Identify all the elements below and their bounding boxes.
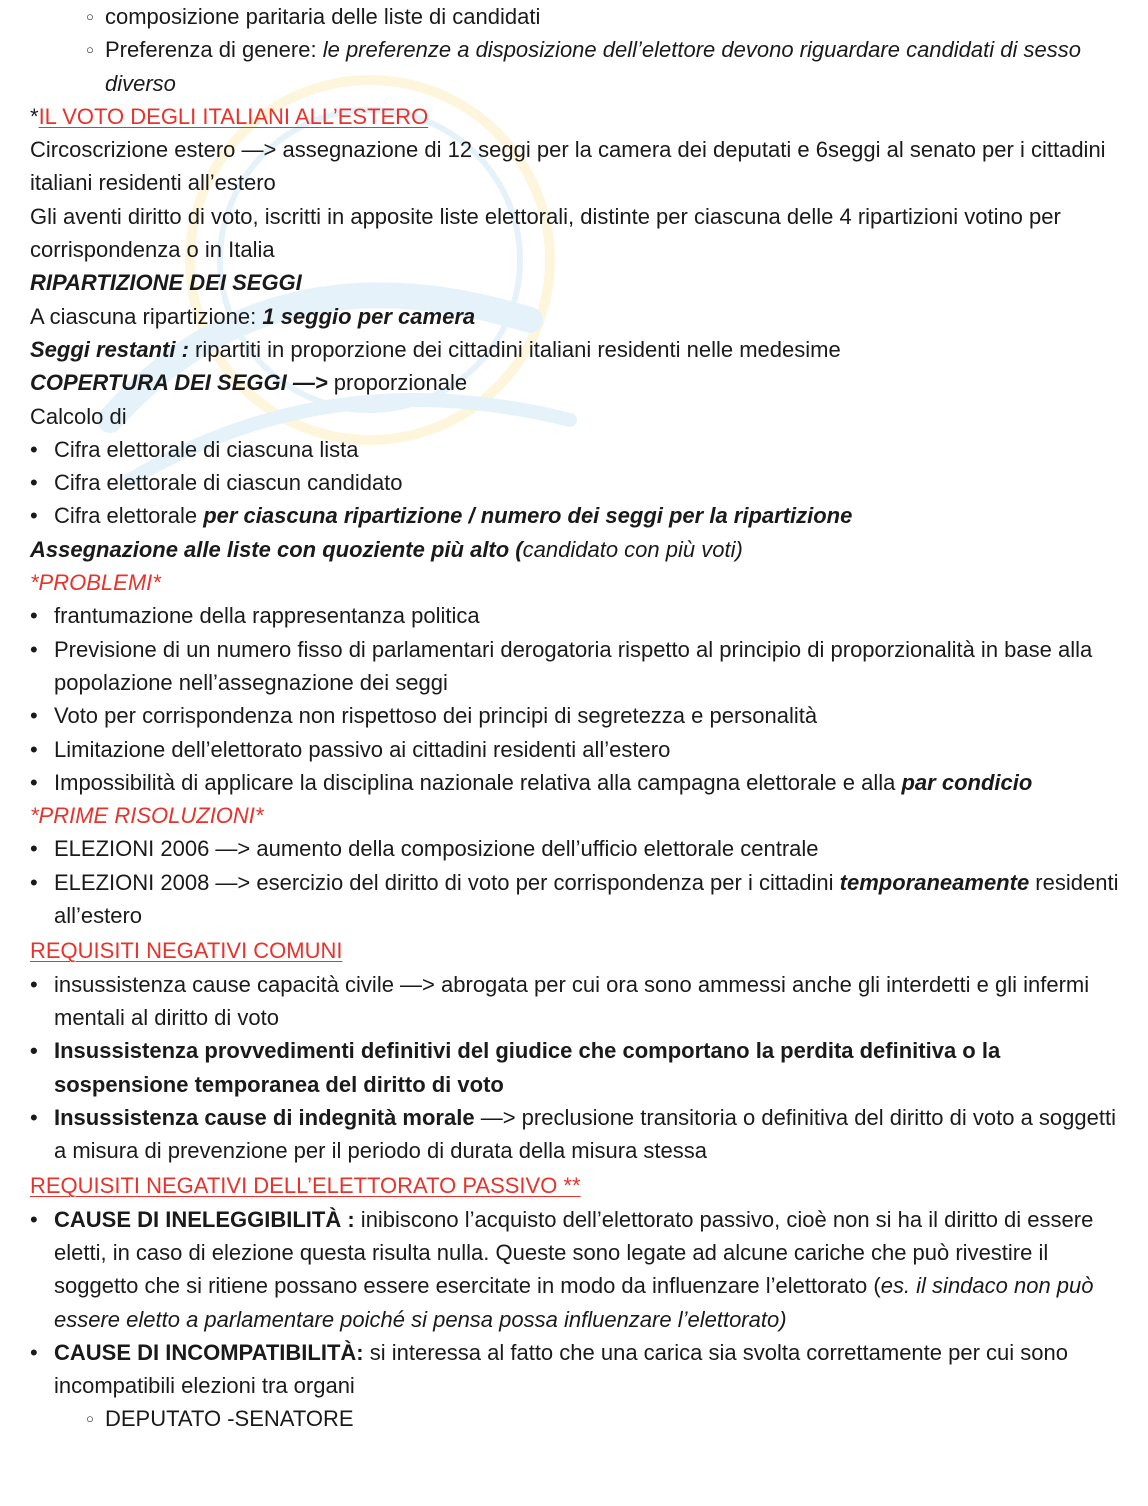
requisiti-comuni-list (30, 968, 1130, 1168)
incompatibilita-sublist (30, 1402, 1130, 1435)
list-item: • CAUSE DI INELEGGIBILITÀ : inibiscono l’acquisto dell’elettorato passivo, cioè non si ha il diritto di essere eletti, in caso di elezione questa risulta nulla. Queste sono legate ad alcune cariche che può rivestire il soggetto che si ritiene possano essere esercitate in modo da influenzare l’elettorato (es. il sindaco non può essere eletto a parlamentare poiché si pensa possa influenzare l’elettorato) (30, 1203, 1130, 1336)
list-item: • Previsione di un numero fisso di parlamentari derogatoria rispetto al principio di proporzionalità in base alla popolazione nell’assegnazione dei seggi (30, 633, 1130, 700)
list-item: ○ composizione paritaria delle liste di candidati (86, 0, 1130, 33)
list-item: • Limitazione dell’elettorato passivo ai cittadini residenti all’estero (30, 733, 1130, 766)
list-item: • Voto per corrispondenza non rispettoso dei principi di segretezza e personalità (30, 699, 1130, 732)
list-item: ○ Preferenza di genere: le preferenze a disposizione dell’elettore devono riguardare candidati di sesso diverso (86, 33, 1130, 100)
top-sublist (30, 0, 1130, 100)
document-page (30, 0, 1130, 1436)
paragraph: Gli aventi diritto di voto, iscritti in apposite liste elettorali, distinte per ciascuna delle 4 ripartizioni votino per corrispondenza o in Italia (30, 203, 1061, 263)
paragraph: A ciascuna ripartizione: 1 seggio per camera (30, 303, 476, 329)
problemi-list (30, 599, 1130, 799)
section-heading-problemi: *PROBLEMI* (30, 570, 161, 596)
section-heading-risoluzioni: *PRIME RISOLUZIONI* (30, 803, 264, 829)
list-item: • CAUSE DI INCOMPATIBILITÀ: si interessa al fatto che una carica sia svolta correttamente per cui sono incompatibili elezioni tra organi (30, 1336, 1130, 1403)
requisiti-passivo-list (30, 1203, 1130, 1403)
risoluzioni-list (30, 832, 1130, 932)
list-item: • Cifra elettorale per ciascuna ripartizione / numero dei seggi per la ripartizione (30, 499, 1130, 532)
list-item: • Insussistenza provvedimenti definitivi del giudice che comportano la perdita definitiva o la sospensione temporanea del diritto di voto (30, 1034, 1130, 1101)
list-item: • frantumazione della rappresentanza politica (30, 599, 1130, 632)
section-heading-ripartizione: RIPARTIZIONE DEI SEGGI (30, 270, 302, 296)
paragraph: Calcolo di (30, 403, 127, 429)
section-heading-voto-estero: *IL VOTO DEGLI ITALIANI ALL’ESTERO (30, 103, 429, 129)
list-item: • Cifra elettorale di ciascun candidato (30, 466, 1130, 499)
calcolo-list (30, 433, 1130, 533)
list-item: • ELEZIONI 2006 —> aumento della composizione dell’ufficio elettorale centrale (30, 832, 1130, 865)
list-item: • Insussistenza cause di indegnità morale —> preclusione transitoria o definitiva del diritto di voto a soggetti a misura di prevenzione per il periodo di durata della misura stessa (30, 1101, 1130, 1168)
list-item: • Impossibilità di applicare la disciplina nazionale relativa alla campagna elettorale e alla par condicio (30, 766, 1130, 799)
section-heading-requisiti-passivo: REQUISITI NEGATIVI DELL’ELETTORATO PASSIVO ** (30, 1173, 581, 1199)
paragraph: Assegnazione alle liste con quoziente più alto (candidato con più voti) (30, 536, 743, 562)
list-item: • ELEZIONI 2008 —> esercizio del diritto di voto per corrispondenza per i cittadini temporaneamente residenti all’estero (30, 866, 1130, 933)
paragraph: COPERTURA DEI SEGGI —> proporzionale (30, 370, 468, 396)
paragraph: Seggi restanti : ripartiti in proporzione dei cittadini italiani residenti nelle medesime (30, 336, 841, 362)
paragraph: Circoscrizione estero —> assegnazione di 12 seggi per la camera dei deputati e 6seggi al senato per i cittadini italiani residenti all’estero (30, 137, 1106, 196)
list-item: • insussistenza cause capacità civile —> abrogata per cui ora sono ammessi anche gli interdetti e gli infermi mentali al diritto di voto (30, 968, 1130, 1035)
section-heading-requisiti-comuni: REQUISITI NEGATIVI COMUNI (30, 938, 343, 964)
list-item: • Cifra elettorale di ciascuna lista (30, 433, 1130, 466)
list-item: ○ DEPUTATO -SENATORE (86, 1402, 1130, 1435)
